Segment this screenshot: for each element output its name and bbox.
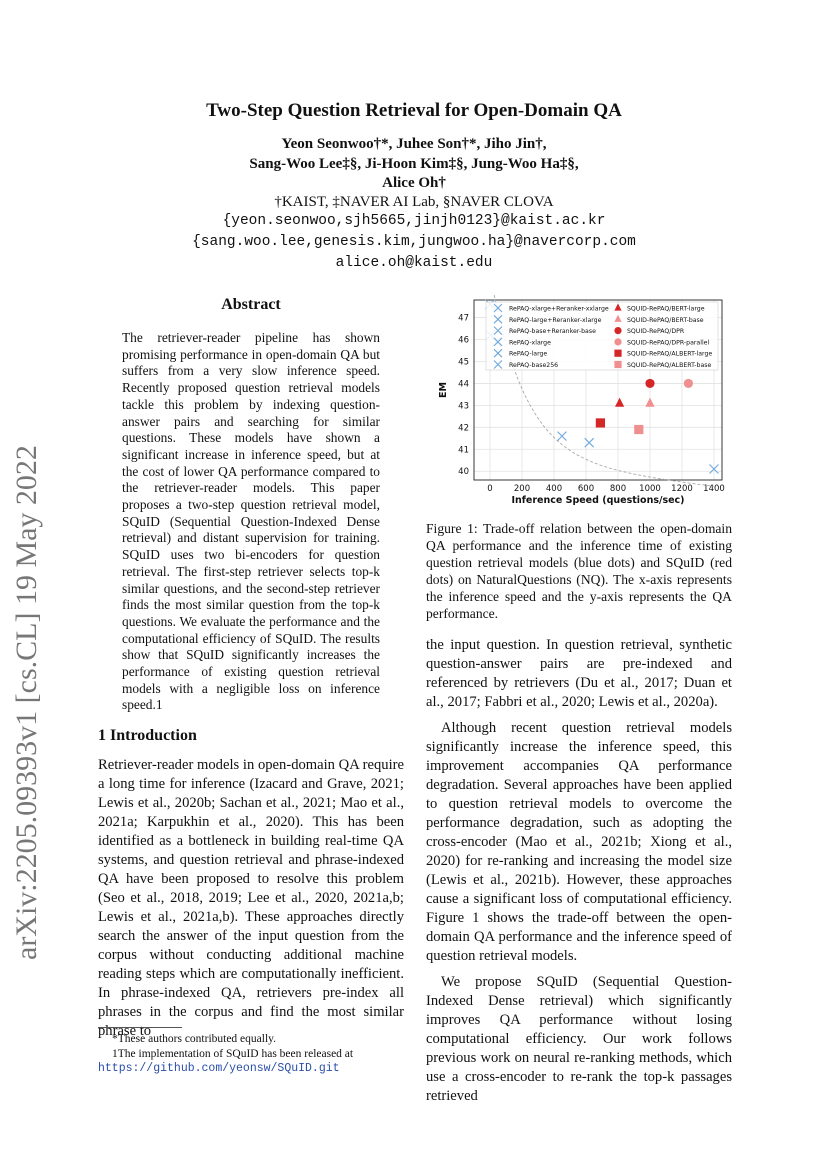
legend-label: SQUID-RePAQ/DPR <box>627 328 685 336</box>
legend-label: RePAQ-base256 <box>509 362 559 369</box>
intro-left-column <box>98 756 404 1041</box>
figure-caption: Figure 1: Trade-off relation between the open-domain QA performance and the inference time of existing question retrieval models (blue dots) and SQuID (red dots) on NaturalQuestions (NQ). The x-axis represents the inference speed and the y-axis represents the QA performance. <box>426 521 732 621</box>
figure-1-chart <box>432 294 734 508</box>
legend-label: RePAQ-base+Reranker-base <box>509 328 596 336</box>
scatter-plot <box>432 294 734 508</box>
x-tick-label: 1200 <box>671 484 693 494</box>
x-tick-label: 800 <box>609 484 627 494</box>
email-line: alice.oh@kaist.edu <box>335 255 493 271</box>
paragraph: Retriever-reader models in open-domain QA require a long time for inference (Izacard and Grave, 2021; Lewis et al., 2020b; Sachan et al., 2021; Mao et al., 2021a; Karpukhin et al., 2020). This has been identified as a bottleneck in building real-time QA systems, and question retrieval and phrase-indexed QA have been proposed to resolve this problem (Seo et al., 2018, 2019; Lee et al., 2020, 2021a,b; Lewis et al., 2021a,b). These approaches directly search the answer of the input question from the corpus without conducting additional machine reading steps which are computationally inefficient. In phrase-indexed QA, retrievers pre-index all phrases in the corpus and find the most similar phrase to <box>98 757 404 1039</box>
data-point <box>645 379 654 388</box>
footnote-implementation: 1The implementation of SQuID has been released at <box>112 1048 354 1060</box>
y-axis-label: EM <box>438 382 449 398</box>
author-line: Alice Oh† <box>382 175 446 191</box>
y-tick-label: 42 <box>458 423 469 434</box>
paragraph: We propose SQuID (Sequential Question-Indexed Dense retrieval) which significantly improves QA performance without losing computational efficiency. Our work follows previous work on neural re-ranking methods, which use a cross-encoder to re-rank the top-k passages retrieved <box>426 974 732 1104</box>
paragraph: the input question. In question retrieval, synthetic question-answer pairs are pre-indexed and referenced by retrievers (Du et al., 2017; Duan et al., 2017; Fabbri et al., 2020; Lewis et al., 2020a). <box>426 637 732 710</box>
paper-title: Two-Step Question Retrieval for Open-Domain QA <box>206 100 622 121</box>
legend-label: RePAQ-large <box>509 350 548 358</box>
data-point <box>615 398 624 407</box>
abstract-text: The retriever-reader pipeline has shown promising performance in open-domain QA but suffers from a very slow inference speed. Recently proposed question retrieval models tackle this problem by indexing question-answer pairs and searching for similar questions. These models have shown a significant increase in inference speed, but at the cost of lower QA performance compared to the retriever-reader models. This paper proposes a two-step question retrieval model, SQuID (Sequential Question-Indexed Dense retrieval) and distant supervision for training. SQuID uses two bi-encoders for question retrieval. The first-step retriever selects top-k similar questions, and the second-step retriever finds the most similar question from the top-k questions. We evaluate the performance and the computational efficiency of SQuID. The results show that SQuID significantly increases the performance of existing question retrieval models with a negligible loss on inference speed.1 <box>122 330 380 713</box>
author-list <box>0 135 828 194</box>
legend-label: SQUID-RePAQ/ALBERT-large <box>627 350 713 358</box>
email-line: {yeon.seonwoo,sjh5665,jinjh0123}@kaist.ac.kr <box>222 213 606 229</box>
email-list <box>0 211 828 274</box>
legend-label: SQUID-RePAQ/BERT-large <box>627 305 705 313</box>
data-point <box>634 425 643 434</box>
legend-marker <box>614 327 621 334</box>
data-point <box>558 432 567 441</box>
y-tick-label: 41 <box>458 445 469 456</box>
x-tick-label: 1000 <box>639 484 661 494</box>
abstract-heading: Abstract <box>221 296 281 313</box>
y-tick-label: 46 <box>458 335 469 346</box>
y-tick-label: 44 <box>458 379 469 390</box>
legend-label: SQUID-RePAQ/BERT-base <box>627 316 704 324</box>
author-line: Yeon Seonwoo†*, Juhee Son†*, Jiho Jin†, <box>281 136 547 152</box>
footnote-rule <box>98 1027 182 1028</box>
footnote-equal-contribution: *These authors contributed equally. <box>112 1033 277 1045</box>
legend-label: RePAQ-large+Reranker-xlarge <box>509 316 602 324</box>
y-tick-label: 40 <box>458 467 469 478</box>
y-tick-label: 45 <box>458 357 469 368</box>
x-tick-label: 600 <box>577 484 595 494</box>
legend-label: RePAQ-xlarge+Reranker-xxlarge <box>509 305 609 313</box>
legend-label: SQUID-RePAQ/DPR-parallel <box>627 339 710 347</box>
x-tick-label: 0 <box>487 484 493 494</box>
y-tick-label: 43 <box>458 401 469 412</box>
legend-marker <box>614 361 621 368</box>
legend-marker <box>614 338 621 345</box>
paragraph: Although recent question retrieval models significantly increase the inference speed, this improvement accompanies QA performance degradation. Several approaches have been applied to question retrieval models to overcome the performance degradation, such as adopting the cross-encoder (Mao et al., 2021b; Xiong et al., 2020) for re-ranking and increasing the model size (Lewis et al., 2021b). However, these approaches cause a significant loss of computational efficiency. Figure 1 shows the trade-off between the open-domain QA performance and the inference speed of question retrieval models. <box>426 720 732 964</box>
legend-label: RePAQ-xlarge <box>509 339 551 347</box>
affiliation: †KAIST, ‡NAVER AI Lab, §NAVER CLOVA <box>274 194 554 210</box>
arxiv-identifier: arXiv:2205.09393v1 [cs.CL] 19 May 2022 <box>10 445 43 960</box>
y-tick-label: 47 <box>458 313 469 324</box>
intro-right-column <box>426 636 732 1106</box>
x-tick-label: 400 <box>545 484 563 494</box>
email-line: {sang.woo.lee,genesis.kim,jungwoo.ha}@navercorp.com <box>192 234 636 250</box>
author-line: Sang-Woo Lee‡§, Ji-Hoon Kim‡§, Jung-Woo Ha‡§, <box>249 155 579 172</box>
data-point <box>684 379 693 388</box>
x-axis-label: Inference Speed (questions/sec) <box>511 495 685 506</box>
section-heading-introduction: 1 Introduction <box>98 727 197 744</box>
legend-label: SQUID-RePAQ/ALBERT-base <box>627 362 712 369</box>
data-point <box>596 418 605 427</box>
data-point <box>645 398 654 407</box>
footnote-url-link[interactable]: https://github.com/yeonsw/SQuID.git <box>98 1062 340 1075</box>
legend-marker <box>614 350 621 357</box>
x-tick-label: 1400 <box>703 484 725 494</box>
x-tick-label: 200 <box>513 484 531 494</box>
